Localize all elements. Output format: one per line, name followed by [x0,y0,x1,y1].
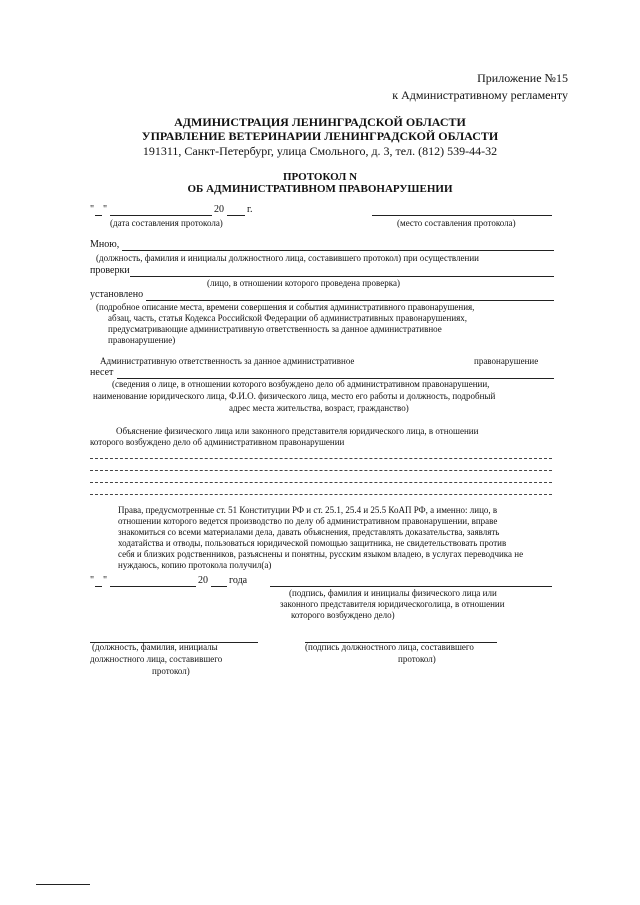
month-field[interactable] [110,215,212,216]
place-field[interactable] [372,215,552,216]
violation-description-field[interactable] [146,300,554,301]
inspection-caption: (лицо, в отношении которого проведена проверка) [207,278,400,288]
sign-year-prefix: 20 [198,575,208,586]
explanation-field-4[interactable] [90,494,552,495]
sign-day-field[interactable] [95,586,102,587]
inspection-label: проверки [90,265,130,276]
year-suffix: г. [247,204,253,215]
year-prefix: 20 [214,204,224,215]
protocol-title: ПРОТОКОЛ N [282,171,358,183]
rights-line-4: ходатайства и отводы, пользоваться юридической помощью защитника, не свидетельствовать против [118,538,507,548]
explanation-field-2[interactable] [90,470,552,471]
sign-caption-line-3: которого возбуждено дело) [291,610,395,620]
person-caption-line-3: адрес места жительства, возраст, гражданство) [229,403,409,413]
official-caption: (должность, фамилия и инициалы должностного лица, составившего протокол) при осуществлении [96,253,479,263]
sign-date-open-quote: " [90,575,95,586]
official-caption-line-1: (должность, фамилия, инициалы [92,642,218,652]
established-caption-line-1: (подробное описание места, времени совершения и события административного правонарушения, [96,302,475,312]
date-close-quote: " [103,204,108,215]
established-caption-line-2: абзац, часть, статья Кодекса Российской Федерации об административных правонарушениях, [108,313,468,323]
regulation-reference: к Административному регламенту [392,88,568,102]
sign-caption-line-1: (подпись, фамилия и инициалы физического лица или [289,588,497,598]
inspected-person-field[interactable] [130,276,554,277]
official-name-field[interactable] [122,250,554,251]
date-caption: (дата составления протокола) [110,218,223,228]
appendix-number: Приложение №15 [477,71,568,85]
explanation-field-1[interactable] [90,458,552,459]
official-sign-caption-line-2: протокол) [398,654,436,664]
day-field[interactable] [95,215,102,216]
sign-year-suffix: года [229,575,248,586]
official-caption-line-3: протокол) [152,666,190,676]
protocol-subtitle: ОБ АДМИНИСТРАТИВНОМ ПРАВОНАРУШЕНИИ [187,183,453,195]
person-signature-field[interactable] [270,586,552,587]
bears-label: несет [90,367,114,378]
sign-month-field[interactable] [110,586,196,587]
official-caption-line-2: должностного лица, составившего [90,654,223,664]
explanation-line-1: Объяснение физического лица или законного представителя юридического лица, в отношении [116,426,479,436]
sign-date-close-quote: " [103,575,108,586]
date-open-quote: " [90,204,95,215]
rights-line-6: нуждаюсь, копию протокола получил(а) [118,560,272,570]
person-caption-line-2: наименование юридического лица, Ф.И.О. физического лица, место его работы и должность, подробный [93,391,496,401]
official-sign-caption-line-1: (подпись должностного лица, составившего [305,642,474,652]
sign-caption-line-2: законного представителя юридическоголица, в отношении [280,599,505,609]
rights-line-5: себя и близких родственников, разъяснены и понятны, русским языком владею, в услугах переводчика не [118,549,524,559]
explanation-line-2: которого возбуждено дело об административном правонарушении [90,437,345,447]
established-caption-line-3: предусматривающие административную ответственность за данное административное [108,324,442,334]
established-label: установлено [90,289,144,300]
organization-title: АДМИНИСТРАЦИЯ ЛЕНИНГРАДСКОЙ ОБЛАСТИ [174,115,466,129]
year-field[interactable] [227,215,245,216]
established-caption-line-4: правонарушение) [108,335,176,345]
sign-year-field[interactable] [211,586,227,587]
footnote-separator [36,884,90,885]
department-title: УПРАВЛЕНИЕ ВЕТЕРИНАРИИ ЛЕНИНГРАДСКОЙ ОБЛАСТИ [141,129,499,143]
me-label: Мною, [90,239,120,250]
rights-line-3: знакомиться со всеми материалами дела, давать объяснения, представлять доказательства, заявлять [118,527,500,537]
place-caption: (место составления протокола) [397,218,516,228]
explanation-field-3[interactable] [90,482,552,483]
person-caption-line-1: (сведения о лице, в отношении которого возбуждено дело об административном правонарушении, [112,379,490,389]
rights-line-1: Права, предусмотренные ст. 51 Конституции РФ и ст. 25.1, 25.4 и 25.5 КоАП РФ, а именно: лицо, в [118,505,498,515]
rights-line-2: отношении которого ведется производство по делу об административном правонарушении, вправе [118,516,498,526]
liability-word: правонарушение [474,356,539,366]
liability-text: Административную ответственность за данное административное [100,356,355,366]
organization-address: 191311, Санкт-Петербург, улица Смольного, д. 3, тел. (812) 539-44-32 [142,144,498,158]
